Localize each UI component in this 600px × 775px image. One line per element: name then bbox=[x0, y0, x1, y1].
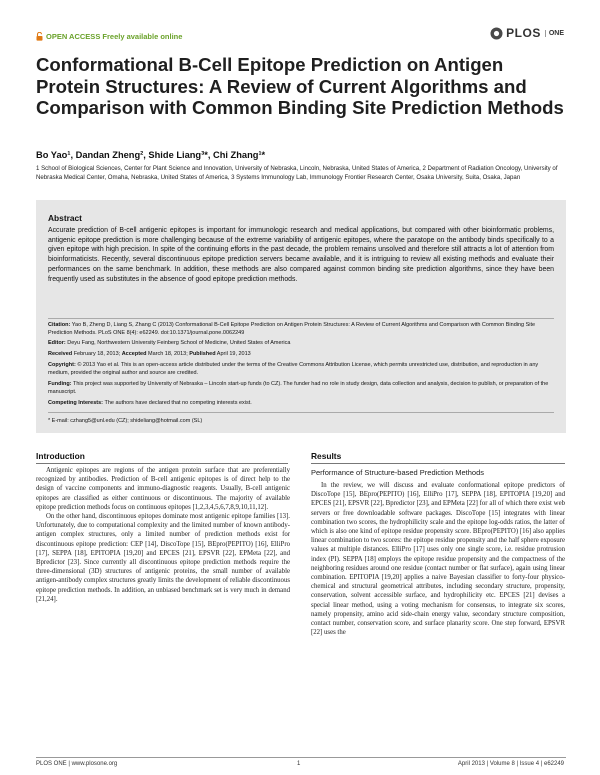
results-body bbox=[311, 481, 565, 637]
published-label: Published bbox=[189, 351, 216, 357]
affiliations: 1 School of Biological Sciences, Center for Plant Science and Innovation, University of Nebraska, Lincoln, Nebraska, United States of America, 2 Department of Radiation Oncology, University of Nebraska Medical Center, Omaha, Nebraska, United States of America, 3 Systems Immunology Lab, Immunology Frontier Research Center, Osaka University, Suita, Osaka, Japan bbox=[36, 165, 558, 181]
funding-label: Funding: bbox=[48, 381, 72, 387]
accepted-date: March 18, 2013; bbox=[148, 351, 188, 357]
competing-interests-line bbox=[48, 400, 554, 408]
introduction-rule bbox=[36, 463, 288, 464]
results-subheading: Performance of Structure-based Prediction Methods bbox=[311, 468, 485, 477]
editor-line bbox=[48, 340, 554, 348]
received-label: Received bbox=[48, 351, 73, 357]
funding-line bbox=[48, 381, 554, 396]
email-divider bbox=[48, 412, 554, 413]
logo-one-text: ONE bbox=[545, 30, 564, 37]
competing-text: The authors have declared that no competing interests exist. bbox=[104, 400, 252, 406]
copyright-label: Copyright: bbox=[48, 362, 76, 368]
introduction-heading: Introduction bbox=[36, 451, 85, 461]
abstract-heading: Abstract bbox=[48, 213, 82, 223]
results-paragraph-1: In the review, we will discuss and evaluate conformational epitope predictors of DiscoTope [15], BEpro(PEPITO) [16], ElliPro [17], SEPPA [18], EPITOPIA [19,20] and EPCES [21], EPSVR [22], Bpredictor [23], and EPMeta [22] for all of which there exist web servers or free downloadable software packages. DiscoTope [15] integrates with linear combination two scores, the hydrophilicity scale and the epitope log-odds ratios, the latter of which is also one kind of epitope residue propensity score. BEpro(PEPITO) [16] also applies linear combination to two scores: the epitope residue propensity and the half sphere exposure values at multiple distances. ElliPro [17] uses only one single score, i.e. residue protrusion index (PI). SEPPA [18] employs the epitope residue propensity and the compactness of the neighboring residues around one residue (contact number or flat surface), again using linear combination. EPITOPIA [19,20] applies a naive Bayesian classifier to forty-four physico-chemical and structural geometrical attributes, including secondary structure, propensity, conservation, solvent accessible surface, and hydrophilicity etc. EPCES [21] devises a special linear method, using a voting mechanism for consensus, to integrate six scores, namely propensity, amino acid side-chain energy value, secondary structure composition, contact number, conservation score, and surface planarity score. One step forward, EPSVR [22] uses the bbox=[311, 482, 565, 637]
abstract-text: Accurate prediction of B-cell antigenic epitopes is important for immunologic research and medical applications, but compared with other bioinformatic problems, antigenic epitope prediction is more challenging because of the extreme variability of antigenic epitopes, where the paratope on the antibody binds specifically to a given epitope with high precision. In spite of the continuing efforts in the past decade, the problem remains unsolved and therefore still attracts a lot of attention from bioinformaticists. Recently, several discontinuous epitope prediction servers became available, and it is intriguing to review all existing methods and evaluate their performances on the same benchmark. In addition, these methods are also compared against common binding site prediction algorithms, since they have been frequently used as substitutes in the absence of good epitope prediction methods. bbox=[48, 227, 554, 283]
footer-rule bbox=[36, 757, 566, 758]
results-rule bbox=[311, 463, 565, 464]
footer-page-number: 1 bbox=[297, 761, 301, 767]
competing-label: Competing Interests: bbox=[48, 400, 104, 406]
logo-plos-text: PLOS bbox=[506, 26, 541, 40]
funding-text: This project was supported by University of Nebraska – Lincoln start-up funds (to CZ). The funder had no role in study design, data collection and analysis, decision to publish, or preparation of the manuscript. bbox=[48, 381, 549, 395]
footer-issue: April 2013 | Volume 8 | Issue 4 | e62249 bbox=[457, 761, 564, 767]
citation-text: Yao B, Zheng D, Liang S, Zhang C (2013) Conformational B-Cell Epitope Prediction on Antigen Protein Structures: A Review of Current Algorithms and Comparison with Common Binding Site Prediction Methods. PLoS ONE 8(4): e62249. doi:10.1371/journal.pone.0062249 bbox=[48, 322, 536, 336]
open-access-banner bbox=[36, 32, 182, 41]
published-date: April 19, 2013 bbox=[216, 351, 251, 357]
citation-line bbox=[48, 322, 554, 337]
abstract-divider bbox=[48, 318, 554, 319]
editor-label: Editor: bbox=[48, 340, 66, 346]
plos-logo-icon bbox=[490, 27, 503, 40]
author-list: Bo Yao¹, Dandan Zheng², Shide Liang³*, Chi Zhang¹* bbox=[36, 150, 266, 160]
email-line[interactable]: * E-mail: czhang5@unl.edu (CZ); shideliang@hotmail.com (SL) bbox=[48, 418, 203, 424]
citation-label: Citation: bbox=[48, 322, 71, 328]
open-access-text: OPEN ACCESS Freely available online bbox=[46, 32, 183, 41]
copyright-line bbox=[48, 362, 554, 377]
copyright-text: © 2013 Yao et al. This is an open-access article distributed under the terms of the Creative Commons Attribution License, which permits unrestricted use, distribution, and reproduction in any medium, provided the original author and source are credited. bbox=[48, 362, 539, 376]
intro-paragraph-2: On the other hand, discontinuous epitopes dominate most antigenic epitope families [13]. Unfortunately, due to computational complexity and the limited number of known antibody-antigen complex structures, only a limited number of prediction methods exist for discontinuous epitope prediction: CEP [14], DiscoTope [15], BEpro(PEPITO) [16], ElliPro [17], SEPPA [18], EPITOPIA [19,20] and EPCES [21], EPSVR [22], EPMeta [22], and Bpredictor [23]. Since currently all discontinuous epitope prediction methods require the three-dimensional (3D) structures of antigenic proteins, the small number of available antigen-antibody complex structures greatly limits the development of reliable discontinuous epitope prediction methods. In addition, an unbiased benchmark set is very much in demand [21,24]. bbox=[36, 513, 290, 603]
dates-line bbox=[48, 351, 554, 359]
plos-one-logo bbox=[490, 26, 564, 40]
received-date: February 18, 2013; bbox=[73, 351, 121, 357]
intro-paragraph-1: Antigenic epitopes are regions of the antigen protein surface that are preferentially recognized by antibodies. Prediction of B-cell antigenic epitopes is of direct help to the design of vaccine components and immuno-diagnostic reagents. Usually, B-cell antigenic epitopes are classified as either continuous or discontinuous. The majority of available epitope prediction methods focus on continuous epitopes [1,2,3,4,5,6,7,8,9,10,11,12]. bbox=[36, 467, 290, 511]
introduction-body bbox=[36, 466, 290, 604]
footer-journal[interactable]: PLOS ONE | www.plosone.org bbox=[36, 761, 118, 767]
article-title: Conformational B-Cell Epitope Prediction on Antigen Protein Structures: A Review of Current Algorithms and Comparison with Common Binding Site Prediction Methods bbox=[36, 54, 564, 118]
editor-text: Deyu Fang, Northwestern University Feinberg School of Medicine, United States of America bbox=[67, 340, 291, 346]
results-heading: Results bbox=[311, 451, 342, 461]
open-access-lock-icon bbox=[36, 32, 43, 41]
accepted-label: Accepted bbox=[121, 351, 147, 357]
